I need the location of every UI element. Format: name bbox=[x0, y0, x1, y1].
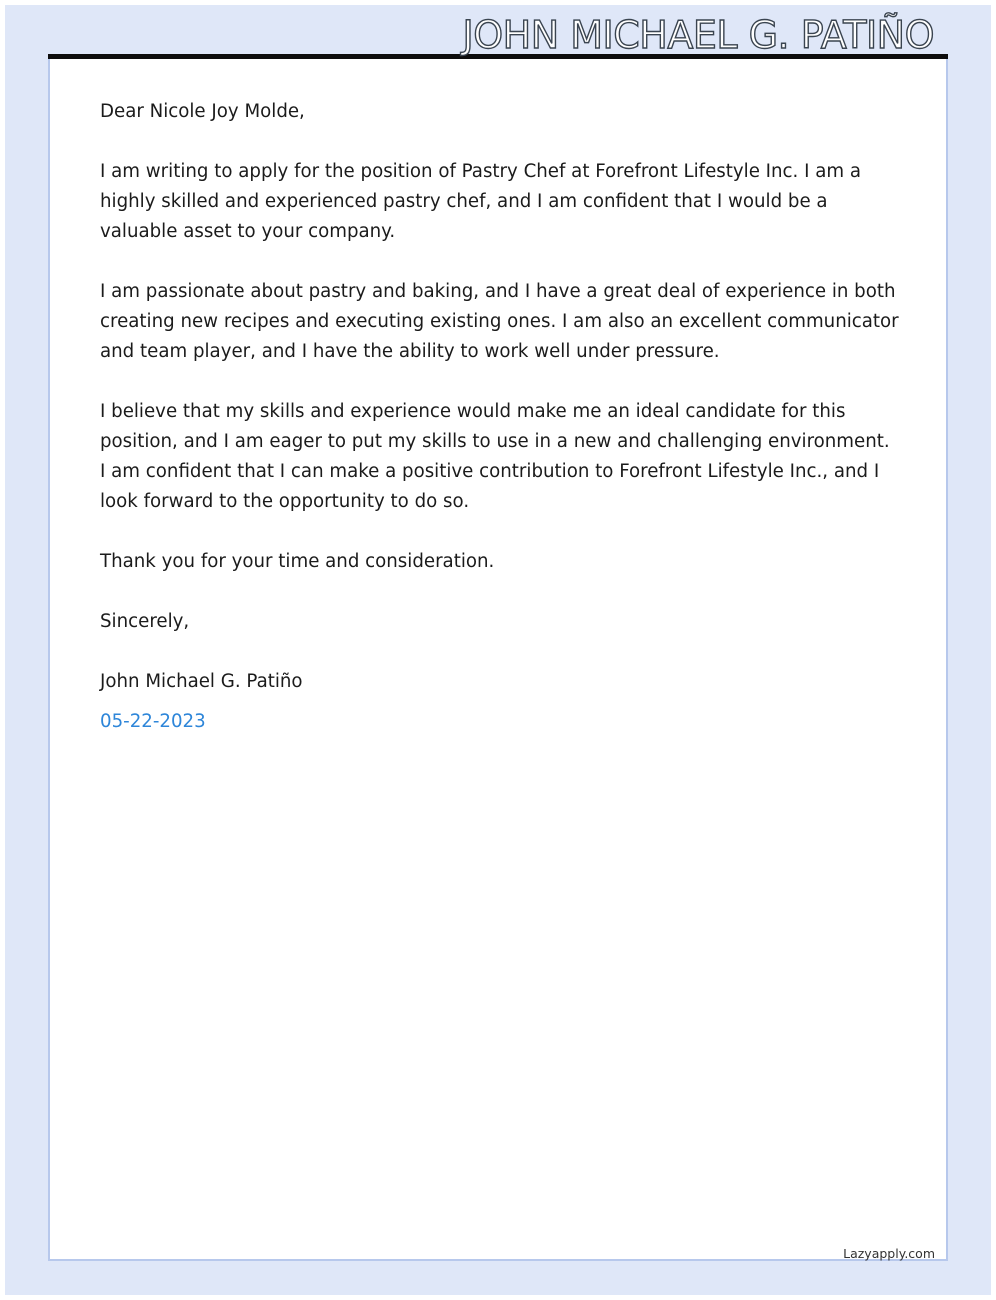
applicant-name-header: JOHN MICHAEL G. PATIÑO bbox=[462, 13, 934, 57]
letter-paragraph: I believe that my skills and experience would make me an ideal candidate for this position, and I am eager to put my skills to use in a new and challenging environment. I am confident that I can make a positive contribution to Forefront Lifestyle Inc., and I look forward to the opportunity to do so. bbox=[100, 401, 890, 512]
letter-paragraph: Thank you for your time and consideration. bbox=[100, 551, 495, 572]
letter-paragraph: I am passionate about pastry and baking, and I have a great deal of experience in both creating new recipes and executing existing ones. I am also an excellent communicator and team player, and I have the ability to work well under pressure. bbox=[100, 281, 899, 362]
letter-signature: John Michael G. Patiño bbox=[100, 671, 303, 692]
letter-salutation: Dear Nicole Joy Molde, bbox=[100, 101, 305, 122]
footer-brand: Lazyapply.com bbox=[843, 1246, 935, 1261]
letter-body bbox=[100, 97, 900, 737]
letter-date: 05-22-2023 bbox=[100, 711, 206, 732]
letter-closing: Sincerely, bbox=[100, 611, 190, 632]
letter-paragraph: I am writing to apply for the position of Pastry Chef at Forefront Lifestyle Inc. I am a highly skilled and experienced pastry chef, and I am confident that I would be a valuable asset to your company. bbox=[100, 161, 862, 242]
